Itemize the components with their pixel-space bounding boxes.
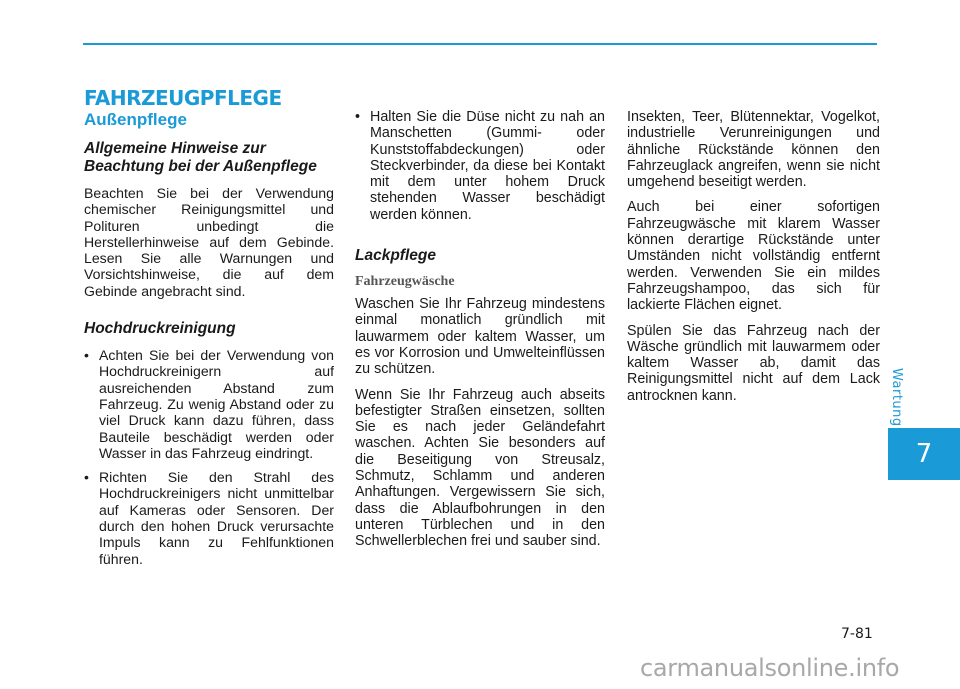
chapter-tab: 7 [888, 428, 960, 480]
paragraph: Insekten, Teer, Blütennektar, Vogelkot, industrielle Verunreinigungen und ähnliche Rückstände können den Fahrzeuglack angreifen, wenn sie nicht umgehend beseitigt werden. [627, 109, 880, 191]
paragraph: Spülen Sie das Fahrzeug nach der Wäsche gründlich mit lauwarmem oder kaltem Wasser ab, damit das Reinigungsmittel nicht auf dem Lack antrocknen kann. [627, 322, 880, 404]
header-rule [83, 43, 877, 45]
hochdruck-heading: Hochdruckreinigung [84, 320, 236, 338]
paragraph: Wenn Sie Ihr Fahrzeug auch abseits befestigter Straßen einsetzen, sollten Sie es nach jeder Geländefahrt waschen. Achten Sie besonders auf die Beseitigung von Streusalz, Schmutz, Schlamm und anderen Anhaftungen. Vergewissern Sie sich, dass die Ablaufbohrungen in den unteren Türblechen und in den Schwellerblechen frei und sauber sind. [355, 386, 605, 550]
general-paragraph: Beachten Sie bei der Verwendung chemischer Reinigungsmittel und Polituren unbedingt die Herstellerhinweise auf dem Gebinde. Lesen Sie alle Warnungen und Vorsichtshinweise, die auf dem Gebinde angebracht sind. [84, 185, 334, 299]
bullet-icon: • [84, 347, 89, 364]
bullet-icon: • [355, 109, 361, 125]
list-item-text: Halten Sie die Düse nicht zu nah an Manschetten (Gummi- oder Kunststoffabdeckungen) oder Steckverbinder, da diese bei Kontakt mit dem unter hohem Druck stehenden Wasser beschädigt werden können. [370, 109, 605, 223]
list-item [84, 347, 334, 461]
column-3 [627, 109, 880, 404]
general-heading-line1: Allgemeine Hinweise zur [84, 140, 266, 157]
list-item [84, 469, 334, 567]
list-item-text: Richten Sie den Strahl des Hochdruckreinigers nicht unmittelbar auf Kameras oder Sensoren. Der durch den hohen Druck verursachte Impuls kann zu Fehlfunktionen führen. [99, 469, 334, 567]
list-item [355, 109, 605, 223]
paragraph: Waschen Sie Ihr Fahrzeug mindestens einmal monatlich gründlich mit lauwarmem oder kaltem Wasser, um es vor Korrosion und Umwelteinflüssen zu schützen. [355, 296, 605, 378]
page-number: 7-81 [841, 626, 873, 642]
fahrzeugwaesche-heading: Fahrzeugwäsche [355, 274, 455, 290]
watermark: carmanualsonline.info [640, 654, 900, 682]
general-heading [84, 140, 334, 176]
paragraph: Auch bei einer sofortigen Fahrzeugwäsche mit klarem Wasser können derartige Rückstände unter Umständen nicht vollständig entfernt werden. Verwenden Sie ein mildes Fahrzeugshampoo, das sich für lackierte Flächen eignet. [627, 199, 880, 314]
general-heading-line2: Beachtung bei der Außenpflege [84, 158, 317, 175]
section-title: FAHRZEUGPFLEGE [84, 86, 282, 110]
list-item-text: Achten Sie bei der Verwendung von Hochdruckreinigern auf ausreichenden Abstand zum Fahrzeug. Zu wenig Abstand oder zu viel Druck kann dazu führen, dass Bauteile beschädigt werden oder Wasser in das Fahrzeug eindringt. [99, 347, 334, 461]
subsection-heading: Außenpflege [84, 110, 187, 129]
column-2 [355, 109, 605, 550]
lackpflege-heading: Lackpflege [355, 247, 436, 265]
bullet-icon: • [84, 469, 89, 486]
hochdruck-list-continued [355, 109, 605, 223]
hochdruck-list [84, 347, 334, 567]
chapter-label: Wartung [889, 368, 904, 427]
column-1 [84, 110, 334, 575]
